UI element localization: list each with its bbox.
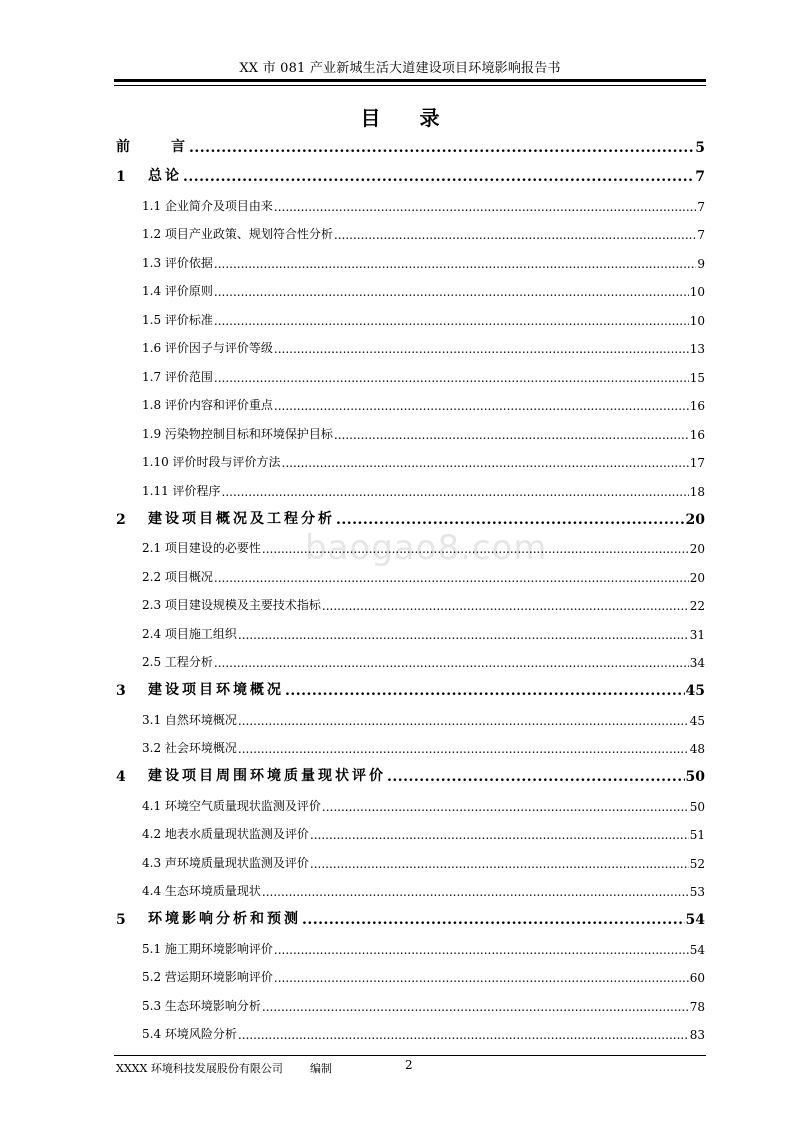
chapter-title: 建设项目环境概况 <box>148 682 284 698</box>
preface-title-second: 言 <box>171 139 188 155</box>
dot-leader <box>214 257 696 271</box>
page-number: 7 <box>697 199 705 214</box>
page-number: 17 <box>689 456 705 470</box>
toc-entry-section[interactable] <box>116 470 705 499</box>
chapter-list <box>116 156 705 1042</box>
dot-leader <box>262 885 689 899</box>
chapter-number: 1 <box>116 169 126 185</box>
dot-leader <box>336 512 685 528</box>
toc-entry-section[interactable] <box>116 528 705 557</box>
section-title: 3.1 自然环境概况 <box>142 712 237 727</box>
section-title: 5.3 生态环境影响分析 <box>142 998 261 1013</box>
page-number: 7 <box>697 228 705 242</box>
page-number: 5 <box>695 140 705 156</box>
section-title: 1.3 评价依据 <box>142 255 213 270</box>
toc-entry-section[interactable] <box>116 214 705 243</box>
dot-leader <box>322 599 689 613</box>
page-number: 54 <box>689 942 705 957</box>
toc-entry-chapter[interactable] <box>116 756 705 785</box>
page-number: 50 <box>685 769 705 785</box>
toc-entry-section[interactable] <box>116 356 705 385</box>
section-title: 4.1 环境空气质量现状监测及评价 <box>142 798 321 813</box>
page-number: 48 <box>689 742 705 756</box>
page-number: 16 <box>689 399 705 413</box>
dot-leader <box>189 140 694 156</box>
toc-entry-chapter[interactable] <box>116 670 705 699</box>
dot-leader <box>183 169 694 185</box>
dot-leader <box>222 485 689 499</box>
section-title: 1.11 评价程序 <box>142 483 221 498</box>
toc-entry-chapter[interactable] <box>116 156 705 185</box>
toc-entry-section[interactable] <box>116 957 705 986</box>
chapter-number: 4 <box>116 769 126 785</box>
page-number: 51 <box>689 828 705 842</box>
dot-leader <box>238 742 689 756</box>
dot-leader <box>310 828 689 842</box>
page-number: 45 <box>685 683 705 699</box>
section-title: 4.3 声环境质量现状监测及评价 <box>142 855 309 870</box>
page-header: XX 市 081 产业新城生活大道建设项目环境影响报告书 <box>239 61 561 76</box>
watermark: baogao8.com <box>305 528 548 568</box>
page-number: 9 <box>697 256 705 271</box>
dot-leader <box>302 912 685 928</box>
chapter-title: 环境影响分析和预测 <box>148 911 301 927</box>
toc-entry-chapter[interactable] <box>116 499 705 528</box>
dot-leader <box>214 314 689 328</box>
page-number: 20 <box>689 570 705 585</box>
toc-entry-section[interactable] <box>116 1014 705 1043</box>
page-number: 7 <box>695 169 705 185</box>
toc-entry-section[interactable] <box>116 385 705 414</box>
toc-entry-section[interactable] <box>116 442 705 471</box>
dot-leader <box>274 200 696 214</box>
section-title: 2.3 项目建设规模及主要技术指标 <box>142 598 321 612</box>
toc-entry-section[interactable] <box>116 242 705 271</box>
dot-leader <box>262 1000 689 1014</box>
header-rule-thick <box>114 79 706 82</box>
footer-edit: 编制 <box>310 1062 332 1075</box>
toc-entry-section[interactable] <box>116 699 705 728</box>
section-title: 1.10 评价时段与评价方法 <box>142 455 281 469</box>
page-number: 13 <box>689 342 705 356</box>
toc-entry-section[interactable] <box>116 271 705 300</box>
dot-leader <box>310 857 689 871</box>
dot-leader <box>274 971 689 985</box>
page-number: 60 <box>689 971 705 985</box>
dot-leader <box>262 542 689 556</box>
page-number: 10 <box>689 313 705 328</box>
footer-page-number: 2 <box>405 1058 413 1072</box>
toc-entry-section[interactable] <box>116 871 705 900</box>
section-title: 2.5 工程分析 <box>142 655 213 669</box>
table-of-contents <box>116 127 705 1042</box>
page-number: 20 <box>685 511 705 528</box>
toc-entry-section[interactable] <box>116 928 705 957</box>
toc-entry-section[interactable] <box>116 585 705 614</box>
dot-leader <box>238 628 689 642</box>
toc-entry-section[interactable] <box>116 842 705 871</box>
chapter-title: 建设项目周围环境质量现状评价 <box>148 768 386 784</box>
dot-leader <box>322 800 689 814</box>
toc-entry-section[interactable] <box>116 728 705 757</box>
toc-title: 目 录 <box>360 106 456 130</box>
toc-entry-section[interactable] <box>116 328 705 357</box>
dot-leader <box>282 456 689 470</box>
chapter-title: 总论 <box>148 168 182 184</box>
section-title: 5.2 营运期环境影响评价 <box>142 970 273 984</box>
dot-leader <box>214 371 689 385</box>
dot-leader <box>274 342 689 356</box>
toc-entry-chapter[interactable] <box>116 899 705 928</box>
page-number: 16 <box>689 427 705 442</box>
dot-leader <box>214 656 689 670</box>
section-title: 2.2 项目概况 <box>142 569 213 584</box>
dot-leader <box>238 714 689 728</box>
section-title: 4.4 生态环境质量现状 <box>142 884 261 898</box>
dot-leader <box>274 399 689 413</box>
section-title: 1.1 企业简介及项目由来 <box>142 198 273 213</box>
section-title: 3.2 社会环境概况 <box>142 741 237 755</box>
section-title: 1.8 评价内容和评价重点 <box>142 398 273 412</box>
header-rule-thin <box>114 85 706 86</box>
toc-entry-section[interactable] <box>116 185 705 214</box>
preface-title-first: 前 <box>116 139 133 155</box>
chapter-number: 2 <box>116 511 126 528</box>
section-title: 1.9 污染物控制目标和环境保护目标 <box>142 426 333 441</box>
page-number: 53 <box>689 885 705 899</box>
page-number: 50 <box>689 799 705 814</box>
section-title: 1.5 评价标准 <box>142 312 213 327</box>
page-number: 10 <box>689 285 705 299</box>
section-title: 5.1 施工期环境影响评价 <box>142 941 273 956</box>
toc-entry-section[interactable] <box>116 642 705 671</box>
page-number: 52 <box>689 856 705 871</box>
toc-entry-section[interactable] <box>116 814 705 843</box>
dot-leader <box>334 228 696 242</box>
section-title: 1.6 评价因子与评价等级 <box>142 341 273 355</box>
dot-leader <box>274 943 689 957</box>
dot-leader <box>214 571 689 585</box>
toc-entry-section[interactable] <box>116 556 705 585</box>
footer-rule <box>114 1055 706 1056</box>
page-number: 31 <box>689 627 705 642</box>
page-number: 83 <box>689 1028 705 1042</box>
dot-leader <box>334 428 689 442</box>
section-title: 1.2 项目产业政策、规划符合性分析 <box>142 227 333 241</box>
page-number: 18 <box>689 484 705 499</box>
chapter-title: 建设项目概况及工程分析 <box>148 510 335 527</box>
toc-entry-section[interactable] <box>116 613 705 642</box>
toc-entry-section[interactable] <box>116 413 705 442</box>
section-title: 4.2 地表水质量现状监测及评价 <box>142 827 309 841</box>
dot-leader <box>285 683 685 699</box>
footer-company: XXXX 环境科技发展股份有限公司 <box>116 1062 283 1075</box>
section-title: 1.4 评价原则 <box>142 284 213 298</box>
chapter-number: 3 <box>116 683 126 699</box>
section-title: 2.1 项目建设的必要性 <box>142 541 261 555</box>
page-number: 54 <box>685 912 705 928</box>
page-number: 45 <box>689 713 705 728</box>
page-number: 15 <box>689 370 705 385</box>
page-number: 22 <box>689 599 705 613</box>
toc-entry-section[interactable] <box>116 785 705 814</box>
section-title: 2.4 项目施工组织 <box>142 626 237 641</box>
toc-entry-preface[interactable] <box>116 127 705 156</box>
toc-entry-section[interactable] <box>116 299 705 328</box>
dot-leader <box>387 769 685 785</box>
page-number: 34 <box>689 656 705 670</box>
page-number: 20 <box>689 542 705 556</box>
page-number: 78 <box>689 999 705 1014</box>
toc-entry-section[interactable] <box>116 985 705 1014</box>
section-title: 5.4 环境风险分析 <box>142 1027 237 1041</box>
section-title: 1.7 评价范围 <box>142 369 213 384</box>
chapter-number: 5 <box>116 912 126 928</box>
dot-leader <box>238 1028 689 1042</box>
dot-leader <box>214 285 689 299</box>
